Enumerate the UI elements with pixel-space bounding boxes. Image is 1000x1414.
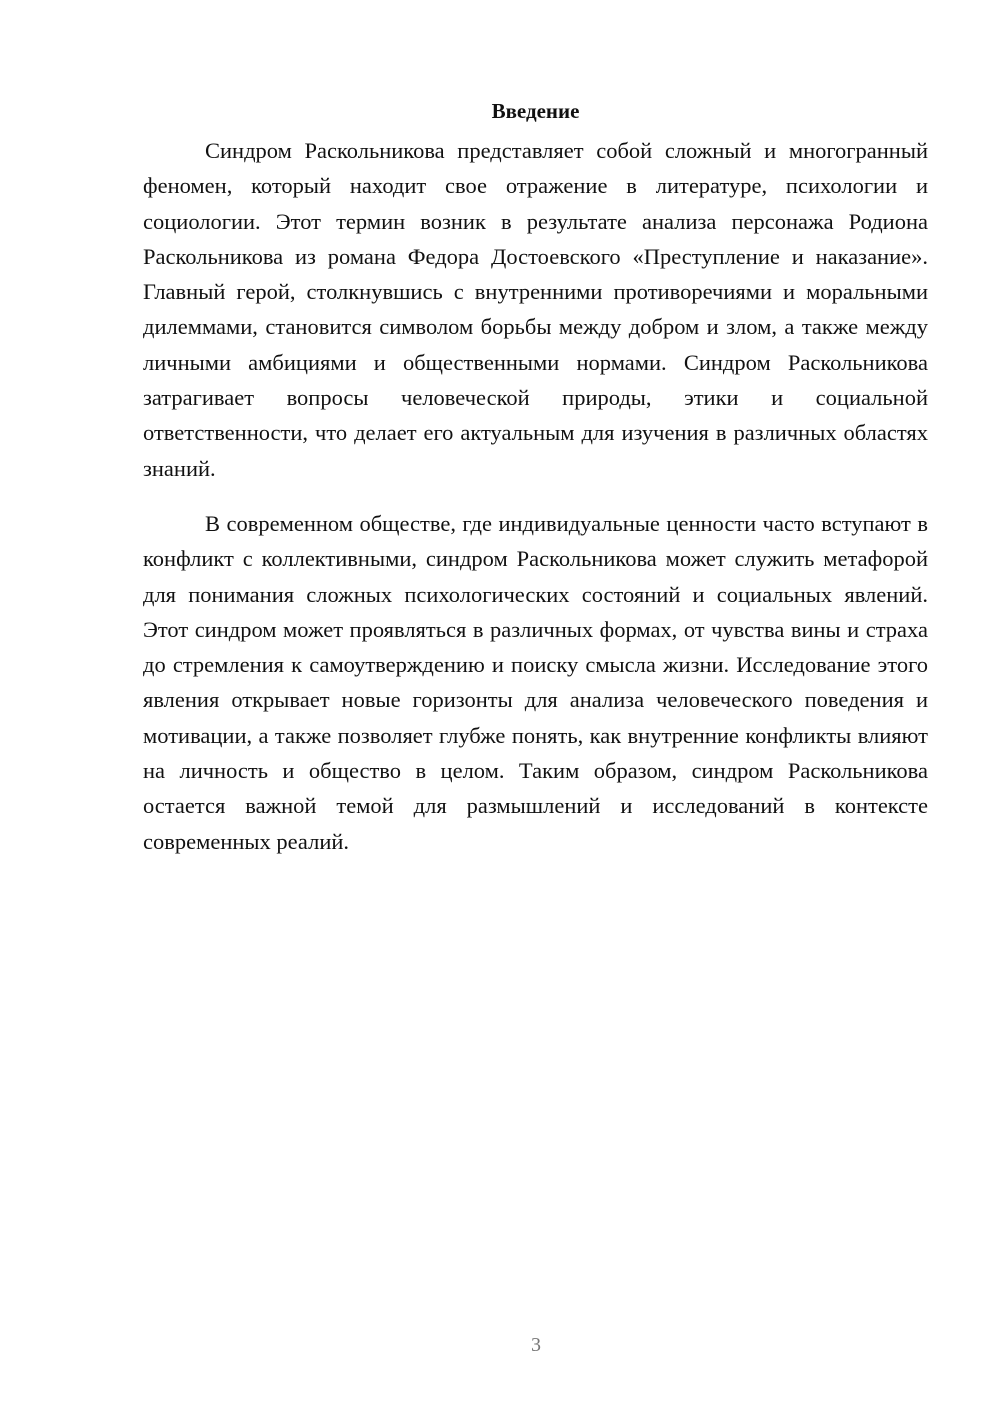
page-number: 3 [531,1334,541,1356]
paragraph-2: В современном обществе, где индивидуальные ценности часто вступают в конфликт с коллективными, синдром Раскольникова может служить метафорой для понимания сложных психологических состояний и социальных явлений. Этот синдром может проявляться в различных формах, от чувства вины и страха до стремления к самоутверждению и поиску смысла жизни. Исследование этого явления открывает новые горизонты для анализа человеческого поведения и мотивации, а также позволяет глубже понять, как внутренние конфликты влияют на личность и общество в целом. Таким образом, синдром Раскольникова остается важной темой для размышлений и исследований в контексте современных реалий. [143,510,928,854]
section-title: Введение [491,99,580,123]
paragraph-1: Синдром Раскольникова представляет собой сложный и многогранный феномен, который находит свое отражение в литературе, психологии и социологии. Этот термин возник в результате анализа персонажа Родиона Раскольникова из романа Федора Достоевского «Преступление и наказание». Главный герой, столкнувшись с внутренними противоречиями и моральными дилеммами, становится символом борьбы между добром и злом, а также между личными амбициями и общественными нормами. Синдром Раскольникова затрагивает вопросы человеческой природы, этики и социальной ответственности, что делает его актуальным для изучения в различных областях знаний. [143,138,928,481]
page-content [143,96,928,859]
